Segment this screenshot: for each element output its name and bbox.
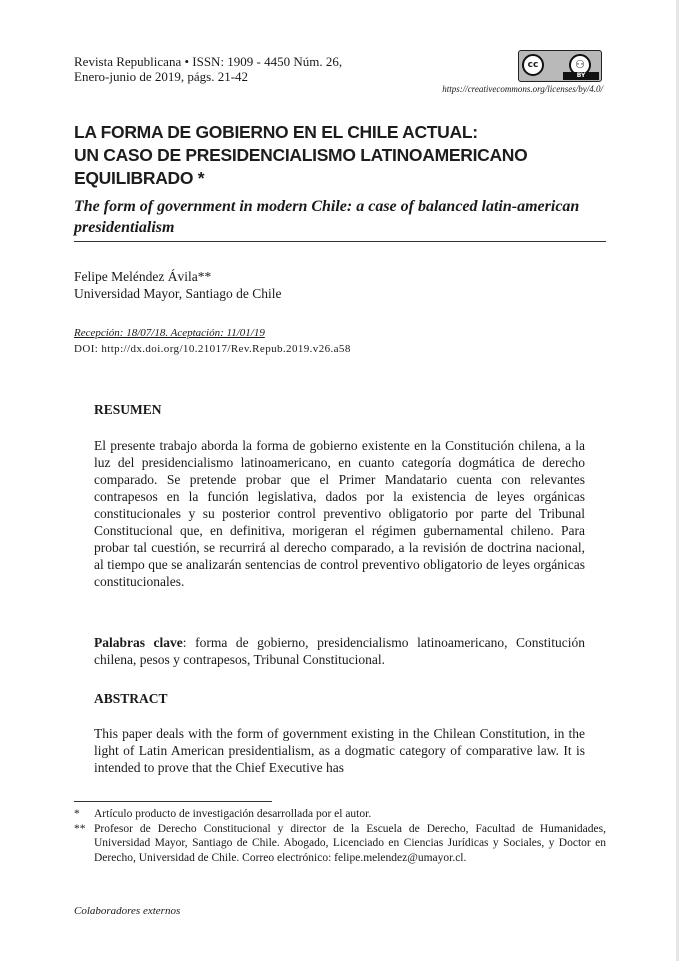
keywords-label: Palabras clave: [94, 635, 183, 650]
resumen-text: El presente trabajo aborda la forma de gobierno existente en la Constitución chilena, a la luz del presidencialismo latinoamericano, en cuanto categoría dogmática de derecho comparado. Se pretende probar que el Primer Mandatario cuenta con relevantes contrapesos en la función legislativa, dados por la existencia de leyes orgánicas constitucionales y su posterior control preventivo obligatorio por parte del Tribunal Constitucional que, en definitiva, morigeran el régimen gubernamental chileno. Para probar tal cuestión, se recurrirá al derecho comparado, a la revisión de doctrina nacional, al tiempo que se analizarán sentencias de control preventivo obligatorio de leyes orgánicas constitucionales.: [94, 438, 585, 589]
author-affiliation: Universidad Mayor, Santiago de Chile: [74, 286, 282, 301]
abstract-heading: ABSTRACT: [94, 691, 168, 706]
doi-link[interactable]: DOI: http://dx.doi.org/10.21017/Rev.Repub.2019.v26.a58: [74, 343, 351, 355]
article-subtitle: The form of government in modern Chile: a case of balanced latin-american presidentialism: [74, 198, 580, 236]
footnotes: [74, 807, 606, 865]
section-footer: Colaboradores externos: [74, 905, 181, 917]
cc-icon: cc: [522, 54, 544, 76]
footnote: [74, 807, 606, 822]
footnote-divider: [74, 801, 272, 802]
author-block: [74, 268, 282, 302]
footnote-text: Artículo producto de investigación desarrollada por el autor.: [94, 808, 372, 820]
title-line-1: LA FORMA DE GOBIERNO EN EL CHILE ACTUAL:: [74, 122, 478, 142]
keywords-paragraph: [94, 634, 585, 668]
journal-info-line2: Enero-junio de 2019, págs. 21-42: [74, 69, 249, 84]
footnote-mark: *: [74, 808, 80, 820]
abstract-text: This paper deals with the form of government existing in the Chilean Constitution, in the light of Latin American presidentialism, as a dogmatic category of comparative law. It is intended to prove that the Chief Executive has: [94, 726, 585, 775]
journal-info-line1: Revista Republicana • ISSN: 1909 - 4450 Núm. 26,: [74, 54, 343, 69]
license-link[interactable]: https://creativecommons.org/licenses/by/4.0/: [442, 84, 603, 94]
resumen-heading: RESUMEN: [94, 402, 162, 417]
person-icon: ⚇: [569, 54, 591, 76]
title-line-2: UN CASO DE PRESIDENCIALISMO LATINOAMERICANO: [74, 145, 528, 165]
cc-license-badge[interactable]: [518, 50, 602, 82]
footnote-mark: **: [74, 822, 86, 835]
keywords-list: : forma de gobierno, presidencialismo latinoamericano, Constitución chilena, pesos y contrapesos, Tribunal Constitucional.: [94, 635, 585, 667]
author-name: Felipe Meléndez Ávila**: [74, 269, 212, 284]
submission-dates: Recepción: 18/07/18. Aceptación: 11/01/19: [74, 327, 265, 339]
title-line-3: EQUILIBRADO *: [74, 168, 205, 188]
by-label: BY: [563, 72, 599, 80]
title-divider: [74, 241, 606, 242]
journal-header: [74, 54, 342, 84]
footnote: [74, 822, 606, 866]
footnote-text: Profesor de Derecho Constitucional y director de la Escuela de Derecho, Facultad de Humanidades, Universidad Mayor, Santiago de Chile. Abogado, Licenciado en Ciencias Jurídicas y Sociales, y Doctor en Derecho, Universidad de Chile. Correo electrónico: felipe.melendez@umayor.cl.: [94, 822, 606, 864]
article-title: [74, 121, 614, 190]
